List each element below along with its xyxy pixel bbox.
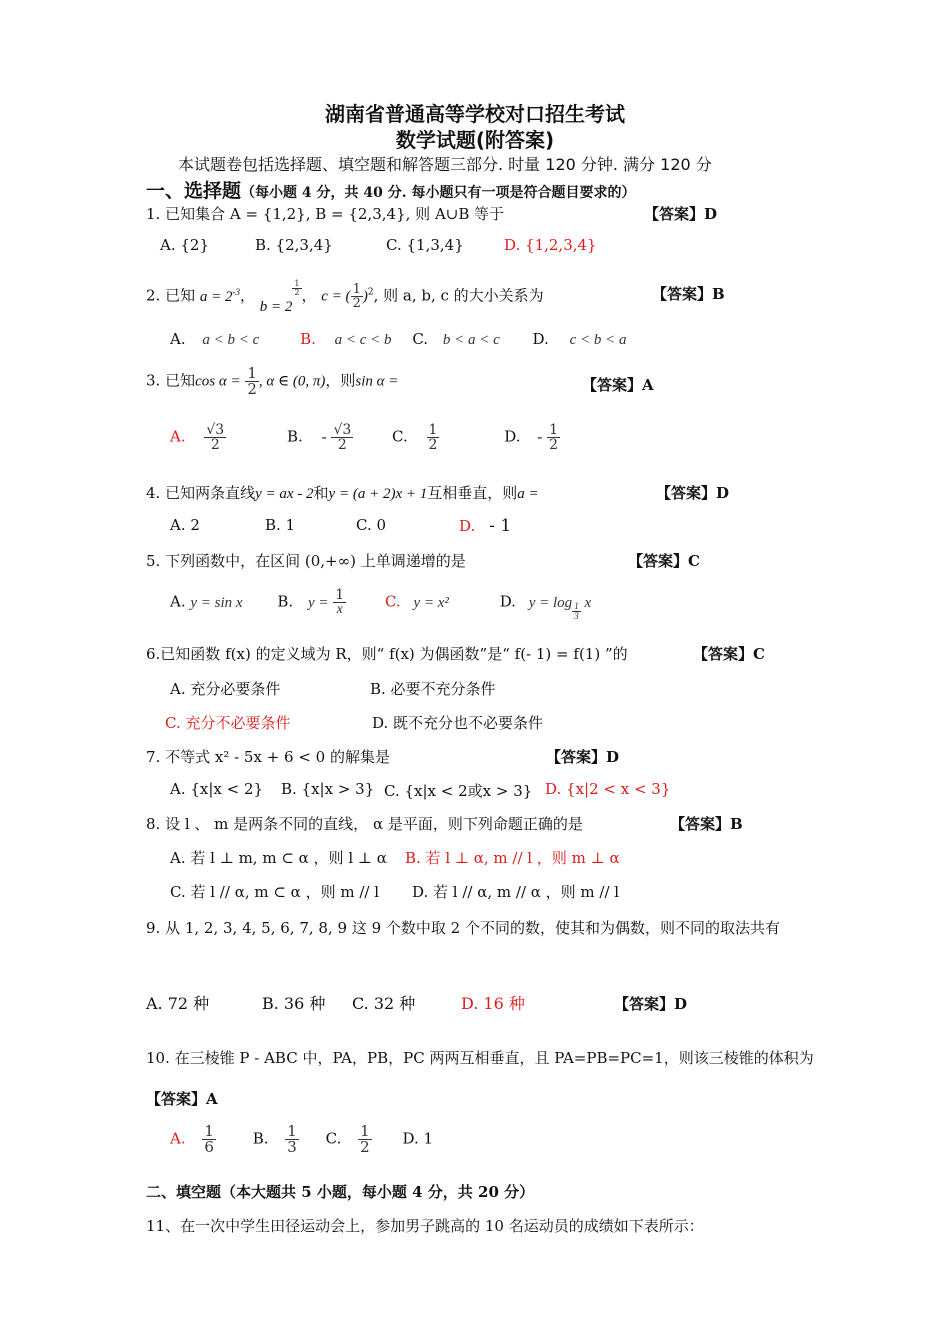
q4-stem-intro: 4. 已知两条直线 <box>146 484 256 502</box>
q4-option-d <box>459 516 511 536</box>
q10-option-b-num: 1 <box>287 1122 297 1140</box>
q2-option-a-label: A. <box>170 330 186 348</box>
q10-stem: 10. 在三棱锥 P - ABC 中，PA，PB，PC 两两互相垂直，且 PA=PB=PC=1，则该三棱锥的体积为 <box>146 1049 814 1067</box>
q5-option-d-arg: x <box>584 594 592 611</box>
q4-stem <box>146 482 539 503</box>
q4-option-c: C. 0 <box>356 516 387 534</box>
q3-option-c-den: 2 <box>428 437 438 453</box>
q4-line2: y = (a + 2)x + 1 <box>328 486 428 502</box>
q10-option-d: D. 1 <box>402 1129 434 1148</box>
q3-option-c-label: C. <box>392 427 408 446</box>
q7-answer: 【答案】D <box>546 748 620 766</box>
q4-option-b: B. 1 <box>265 516 296 534</box>
q6-answer: 【答案】C <box>693 645 765 663</box>
q3-option-d-sign: - <box>537 427 543 446</box>
q3-option-b-label: B. <box>287 427 303 446</box>
q6-option-a: A. 充分必要条件 <box>170 680 281 698</box>
q2-b-exp-den: 2 <box>294 287 300 297</box>
q7-option-d: D. {x|2 < x < 3} <box>545 780 671 798</box>
q3-option-c-num: 1 <box>428 422 438 438</box>
q3-option-d-num: 1 <box>549 422 559 438</box>
exam-subtitle: 数学试题(附答案) <box>395 128 555 152</box>
q3-then: ，则 <box>325 371 356 390</box>
q2-c-close: ) <box>362 288 368 305</box>
q8-stem: 8. 设 l 、 m 是两条不同的直线， α 是平面，则下列命题正确的是 <box>146 815 583 833</box>
q5-option-b-num: 1 <box>335 587 345 603</box>
q2-c-num: 1 <box>352 282 361 297</box>
q3-option-b-den: 2 <box>337 437 347 453</box>
q9-option-b: B. 36 种 <box>262 994 326 1013</box>
q4-answer: 【答案】D <box>656 484 730 502</box>
section1-note: （每小题 4 分，共 40 分. 每小题只有一项是符合题目要求的） <box>241 185 636 201</box>
q4-a-eq: a = <box>517 486 539 502</box>
q2-option-b: a < c < b <box>334 332 392 348</box>
q2-c-exp: 2 <box>367 287 374 298</box>
q9-option-d: D. 16 种 <box>461 994 525 1013</box>
q5-option-a: y = sin x <box>190 594 243 611</box>
q2-a-exp: -3 <box>232 286 240 297</box>
q8-answer: 【答案】B <box>670 815 743 833</box>
q4-option-d-label: D. <box>459 517 476 535</box>
q5-option-b-label: B. <box>277 592 294 611</box>
q2-option-c: b < a < c <box>442 332 500 348</box>
q3-sin: sin α = <box>355 373 399 390</box>
q2-option-a: a < b < c <box>202 332 260 348</box>
q9-stem: 9. 从 1, 2, 3, 4, 5, 6, 7, 8, 9 这 9 个数中取 2 个不同的数，使其和为偶数，则不同的取法共有 <box>146 919 780 937</box>
q5-option-b-lhs: y = <box>307 594 329 611</box>
q4-and: 和 <box>313 484 329 502</box>
q3-option-b <box>331 423 353 452</box>
q2-stem: 2. 已知 $a = 2^{-3}$， b = 2 $^{\frac{1}{2}}$ ， c = ( $\frac{1}{2}$ )$^2$, 则 a, b, c 的大小关系为 <box>146 278 544 315</box>
section2-header <box>146 1181 534 1202</box>
q10-answer: 【答案】A <box>146 1090 218 1108</box>
q10-option-a-den: 6 <box>204 1138 214 1156</box>
q5-option-d-label: D. <box>499 592 516 611</box>
q3-stem-intro: 3. 已知 <box>146 371 196 390</box>
q10-option-b <box>285 1124 299 1155</box>
q5-options <box>170 587 592 621</box>
q2-b-exponent <box>292 280 301 297</box>
q3-option-d <box>547 423 560 452</box>
q4-line1: y = ax - 2 <box>255 486 314 502</box>
q3-answer: 【答案】A <box>582 376 654 394</box>
q5-option-b-den: x <box>336 602 343 617</box>
q5-option-c-label: C. <box>384 592 401 611</box>
q3-cos: cos α = <box>195 373 241 390</box>
q2-b-exp-num: 1 <box>294 278 300 288</box>
q4-perp: 互相垂直，则 <box>427 484 518 502</box>
q1-stem: 1. 已知集合 A = {1,2}, B = {2,3,4}, 则 A∪B 等于 <box>146 205 505 223</box>
q10-option-a-num: 1 <box>204 1122 214 1140</box>
q3-option-a-num: √3 <box>206 422 225 438</box>
q5-answer: 【答案】C <box>628 552 700 570</box>
q5-option-d-log: y = log <box>528 594 573 611</box>
q5-option-a-label: A. <box>170 592 186 611</box>
q2-option-d: c < b < a <box>569 332 627 348</box>
q2-option-b-label: B. <box>300 330 316 348</box>
q6-option-d: D. 既不充分也不必要条件 <box>372 714 544 732</box>
q2-stem-intro: 2. 已知 <box>146 286 196 305</box>
q10-option-b-label: B. <box>252 1129 269 1148</box>
q3-domain: , α ∈ (0, π) <box>258 373 326 390</box>
q1-option-c: C. {1,3,4} <box>386 236 464 254</box>
q3-option-b-num: √3 <box>333 422 352 438</box>
q3-option-a <box>204 423 226 452</box>
q9-answer: 【答案】D <box>614 995 688 1013</box>
q3-option-a-label: A. <box>170 427 186 446</box>
q2-a-base: a = 2 <box>199 288 233 305</box>
q3-option-b-sign: - <box>321 427 327 446</box>
q3-cos-fraction <box>245 366 259 397</box>
q5-option-d-base-num: 1 <box>574 600 579 611</box>
q7-option-c: C. {x|x < 2或x > 3} <box>384 782 533 800</box>
q2-a-expr <box>199 286 240 305</box>
q5-option-d-base <box>572 602 581 621</box>
q1-option-a: A. {2} <box>160 236 209 254</box>
q4-option-a: A. 2 <box>170 516 200 534</box>
q2-answer: 【答案】B <box>652 285 725 303</box>
q10-option-b-den: 3 <box>287 1138 297 1156</box>
q2-c-fraction <box>351 283 363 310</box>
q3-option-a-den: 2 <box>210 437 220 453</box>
q10-option-c-num: 1 <box>360 1122 370 1140</box>
q3-options <box>170 423 560 452</box>
q5-option-b-fraction <box>333 588 346 617</box>
q9-option-c: C. 32 种 <box>352 994 416 1013</box>
q8-option-a: A. 若 l ⊥ m, m ⊂ α ，则 l ⊥ α <box>170 849 387 867</box>
section2-note: （本大题共 5 小题，每小题 4 分，共 20 分） <box>221 1183 535 1201</box>
section1-heading: 一、选择题 <box>146 180 242 202</box>
q3-option-d-den: 2 <box>549 437 559 453</box>
q6-option-c: C. 充分不必要条件 <box>165 714 291 732</box>
q1-option-b: B. {2,3,4} <box>255 236 333 254</box>
q8-option-b: B. 若 l ⊥ α, m // l ，则 m ⊥ α <box>405 849 620 867</box>
q3-option-c <box>427 423 440 452</box>
q3-option-d-label: D. <box>504 427 521 446</box>
q7-option-a: A. {x|x < 2} <box>170 780 264 798</box>
q10-option-c-label: C. <box>325 1129 342 1148</box>
q2-c-den: 2 <box>352 296 361 311</box>
q3-cos-num: 1 <box>247 364 257 382</box>
exam-title: 湖南省普通高等学校对口招生考试 <box>325 102 625 126</box>
q2-option-c-label: C. <box>412 330 429 348</box>
q10-option-c <box>358 1124 372 1155</box>
section2-heading: 二、填空题 <box>146 1183 222 1201</box>
q3-cos-den: 2 <box>247 380 257 398</box>
q2-b-expr: b = 2 <box>259 298 293 315</box>
q10-option-a-label: A. <box>170 1129 186 1148</box>
q4-option-d-value: - 1 <box>489 516 512 536</box>
q2-stem-tail: , 则 a, b, c 的大小关系为 <box>373 286 544 305</box>
q10-option-c-den: 2 <box>360 1138 370 1156</box>
q1-option-d: D. {1,2,3,4} <box>504 236 597 254</box>
q5-option-d-base-den: 3 <box>574 610 579 621</box>
q2-options <box>170 330 626 349</box>
q3-stem <box>146 366 398 397</box>
q10-option-a <box>202 1124 216 1155</box>
q9-option-a: A. 72 种 <box>146 994 210 1013</box>
q2-c-open: c = ( <box>321 288 351 305</box>
q5-option-c: y = x² <box>413 594 449 611</box>
exam-intro: 本试题卷包括选择题、填空题和解答题三部分. 时量 120 分钟. 满分 120 分 <box>178 155 712 174</box>
q5-option-d <box>528 594 592 621</box>
q1-answer: 【答案】D <box>644 205 718 223</box>
q7-option-b: B. {x|x > 3} <box>281 780 375 798</box>
section1-header <box>146 176 635 203</box>
q11-stem: 11、在一次中学生田径运动会上，参加男子跳高的 10 名运动员的成绩如下表所示： <box>146 1217 704 1235</box>
q5-stem: 5. 下列函数中，在区间 (0,+∞) 上单调递增的是 <box>146 552 466 570</box>
q8-option-d: D. 若 l // α, m // α ，则 m // l <box>412 883 620 901</box>
q2-option-d-label: D. <box>532 330 549 348</box>
q10-options <box>170 1124 433 1155</box>
q6-stem: 6.已知函数 f(x) 的定义域为 R，则“ f(x) 为偶函数”是“ f(- 1) = f(1) ”的 <box>146 645 628 663</box>
q8-option-c: C. 若 l // α, m ⊂ α ，则 m // l <box>170 883 380 901</box>
q6-option-b: B. 必要不充分条件 <box>370 680 496 698</box>
q7-stem: 7. 不等式 x² - 5x + 6 < 0 的解集是 <box>146 748 390 766</box>
